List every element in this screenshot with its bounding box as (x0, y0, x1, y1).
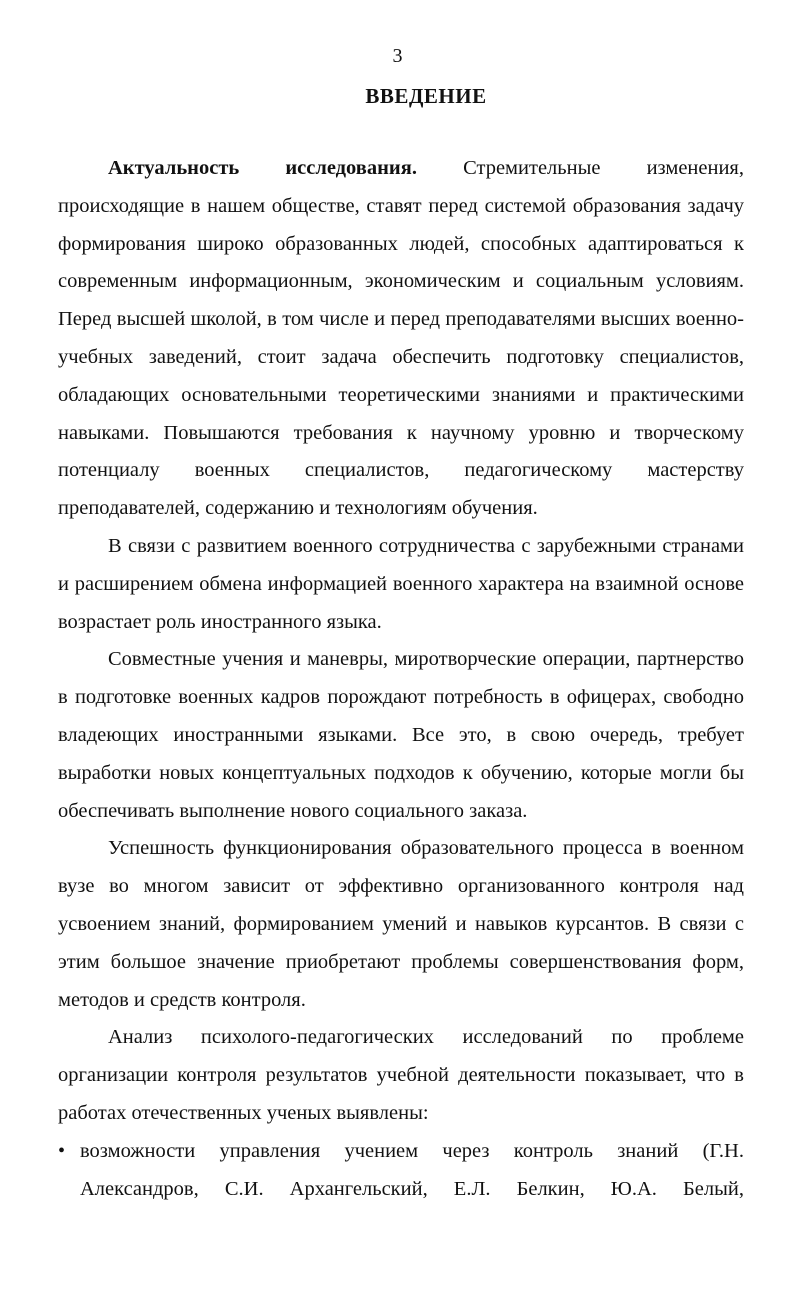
page-number: 3 (392, 45, 403, 67)
findings-list (58, 1133, 744, 1209)
paragraph-text: Стремительные изменения, происходящие в нашем обществе, ставят перед системой образования задачу формирования широко образованных людей, способных адаптироваться к современным информационным, экономическим и социальным условиям. Перед высшей школой, в том числе и перед преподавателями высших военно-учебных заведений, стоит задача обеспечить подготовку специалистов, обладающих основательными теоретическими знаниями и практическими навыками. Повышаются требования к научному уровню и творческому потенциалу военных специалистов, педагогическому мастерству преподавателей, содержанию и технологиям обучения. (58, 157, 744, 520)
paragraph-exercises: Совместные учения и маневры, миротворческие операции, партнерство в подготовке военных кадров порождают потребность в офицерах, свободно владеющих иностранными языками. Все это, в свою очередь, требует выработки новых концептуальных подходов к обучению, которые могли бы обеспечивать выполнение нового социального заказа. (58, 648, 744, 822)
paragraph-analysis: Анализ психолого-педагогических исследований по проблеме организации контроля результатов учебной деятельности показывает, что в работах отечественных ученых выявлены: (58, 1026, 744, 1124)
paragraph-cooperation: В связи с развитием военного сотрудничества с зарубежными странами и расширением обмена информацией военного характера на взаимной основе возрастает роль иностранного языка. (58, 534, 744, 633)
paragraph-lead: Актуальность исследования. (108, 157, 417, 179)
list-item (58, 1133, 744, 1209)
list-item-text: возможности управления учением через контроль знаний (Г.Н. Александров, С.И. Архангельский, Е.Л. Белкин, Ю.А. Белый, (80, 1139, 744, 1200)
document-body (58, 150, 744, 1208)
paragraph-control: Успешность функционирования образовательного процесса в военном вузе во многом зависит от эффективно организованного контроля над усвоением знаний, формированием умений и навыков курсантов. В связи с этим большое значение приобретают проблемы совершенствования форм, методов и средств контроля. (58, 837, 744, 1011)
section-title: ВВЕДЕНИЕ (365, 84, 487, 108)
paragraph-relevance (58, 150, 744, 528)
bullet-icon: • (58, 1139, 66, 1162)
